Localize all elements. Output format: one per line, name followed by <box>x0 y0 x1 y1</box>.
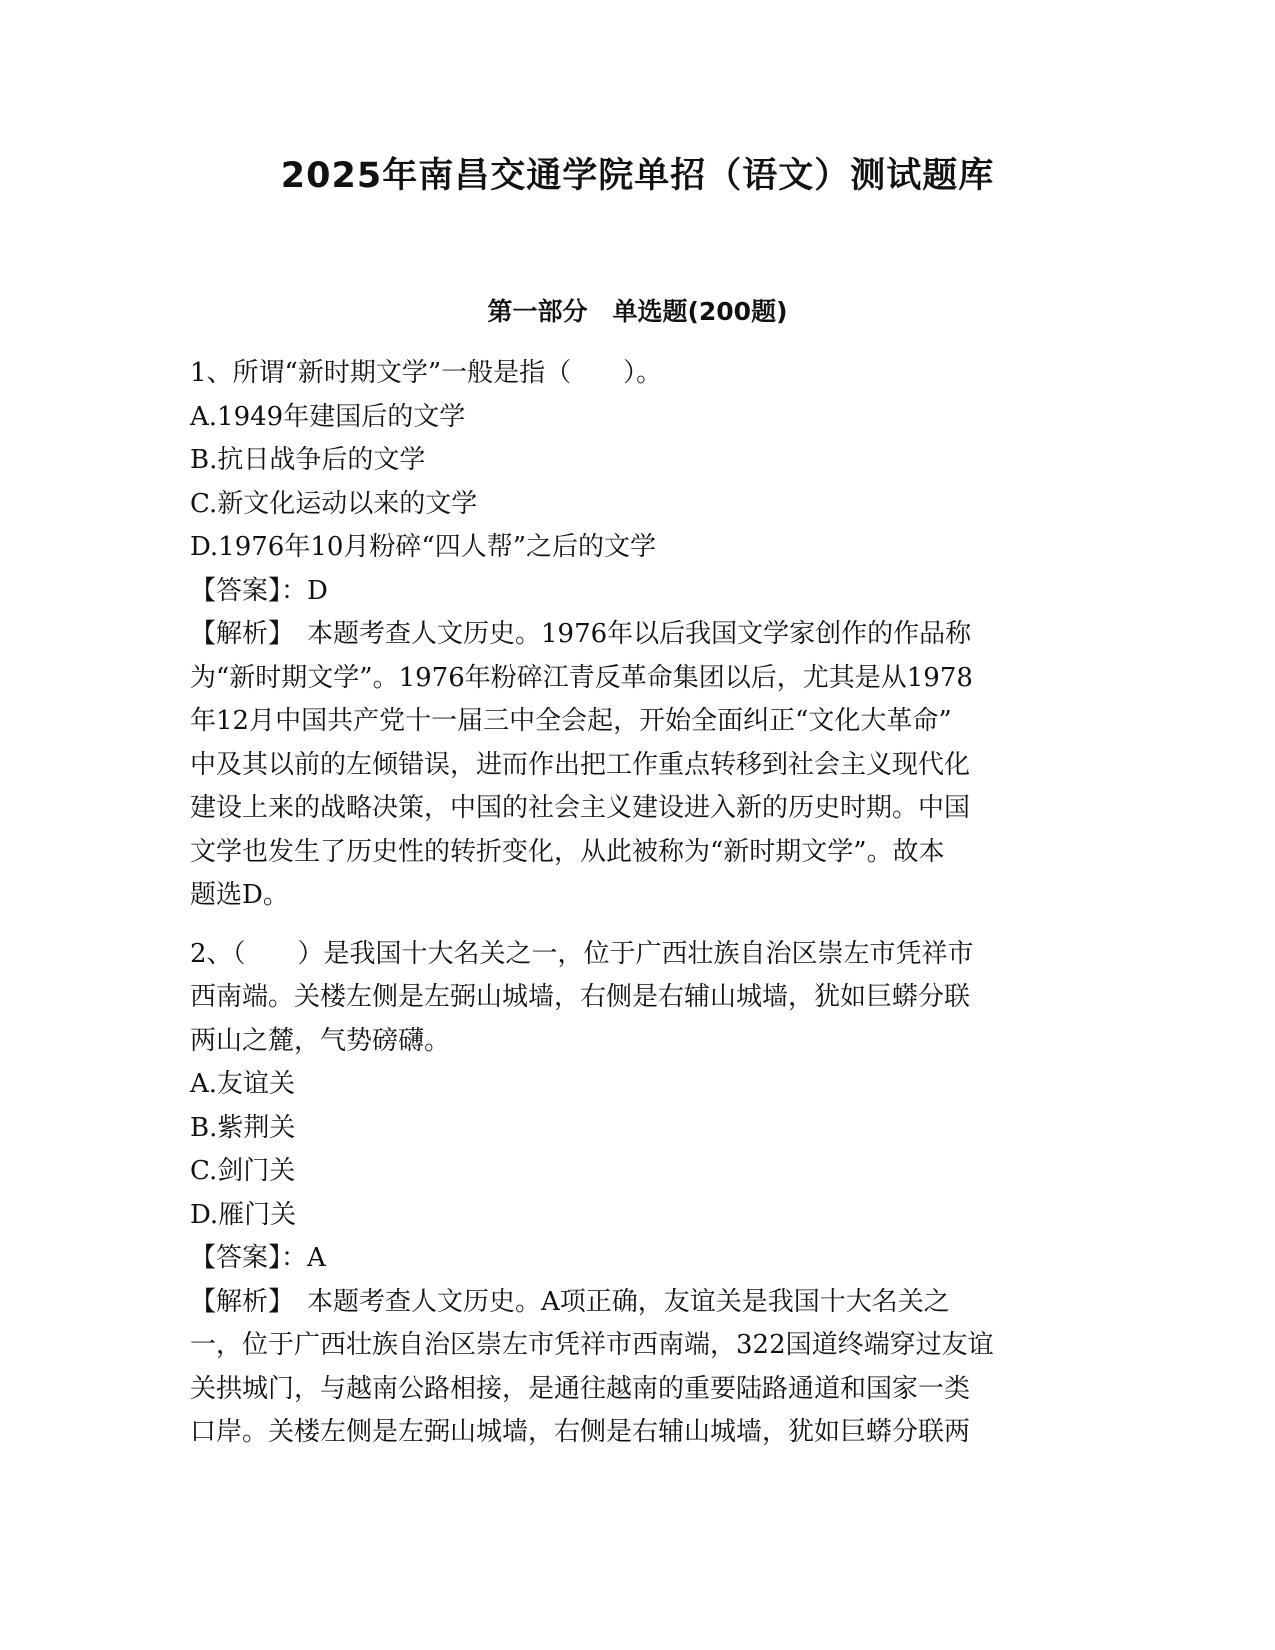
analysis-line: 文学也发生了历史性的转折变化，从此被称为“新时期文学”。故本 <box>190 836 945 867</box>
answer-line: 【答案】：A <box>190 1243 326 1273</box>
analysis-line: 一，位于广西壮族自治区崇左市凭祥市西南端，322国道终端穿过友谊 <box>190 1330 994 1360</box>
question-stem-line: 2、（ ）是我国十大名关之一，位于广西壮族自治区崇左市凭祥市 <box>190 938 974 969</box>
answer-line: 【答案】：D <box>190 575 328 606</box>
question-option-c: C.剑门关 <box>190 1156 296 1186</box>
question-stem-line: 两山之麓，气势磅礴。 <box>190 1025 451 1056</box>
question-option-a: A.友谊关 <box>190 1069 296 1099</box>
question-option-d: D.1976年10月粉碎“四人帮”之后的文学 <box>190 532 657 562</box>
question-separator <box>190 918 1090 933</box>
question-option-b: B.抗日战争后的文学 <box>190 445 426 475</box>
analysis-line: 中及其以前的左倾错误，进而作出把工作重点转移到社会主义现代化 <box>190 749 971 780</box>
question-option-b: B.紫荆关 <box>190 1112 296 1143</box>
question-option-c: C.新文化运动以来的文学 <box>190 488 478 519</box>
question-stem-line: 1、所谓“新时期文学”一般是指（ ）。 <box>190 358 663 388</box>
question-list <box>190 352 1090 1455</box>
analysis-line: 题选D。 <box>190 880 289 910</box>
question-stem-line: 西南端。关楼左侧是左弼山城墙，右侧是右辅山城墙，犹如巨蟒分联 <box>190 982 971 1012</box>
section-heading: 第一部分 单选题(200题) <box>487 297 788 326</box>
document-title: 2025年南昌交通学院单招（语文）测试题库 <box>280 156 995 196</box>
analysis-line: 【解析】 本题考查人文历史。1976年以后我国文学家创作的作品称 <box>190 619 972 649</box>
analysis-line: 关拱城门，与越南公路相接，是通往越南的重要陆路通道和国家一类 <box>190 1373 971 1404</box>
analysis-line: 【解析】 本题考查人文历史。A项正确，友谊关是我国十大名关之 <box>190 1286 950 1317</box>
question-option-a: A.1949年建国后的文学 <box>190 401 466 432</box>
analysis-line: 年12月中国共产党十一届三中全会起，开始全面纠正“文化大革命” <box>190 706 952 736</box>
question-2 <box>190 933 1090 1455</box>
analysis-line: 口岸。关楼左侧是左弼山城墙，右侧是右辅山城墙，犹如巨蟒分联两 <box>190 1417 971 1447</box>
analysis-line: 建设上来的战略决策，中国的社会主义建设进入新的历史时期。中国 <box>190 793 971 823</box>
question-1 <box>190 352 1090 918</box>
analysis-line: 为“新时期文学”。1976年粉碎江青反革命集团以后，尤其是从1978 <box>190 662 973 693</box>
question-option-d: D.雁门关 <box>190 1199 297 1230</box>
